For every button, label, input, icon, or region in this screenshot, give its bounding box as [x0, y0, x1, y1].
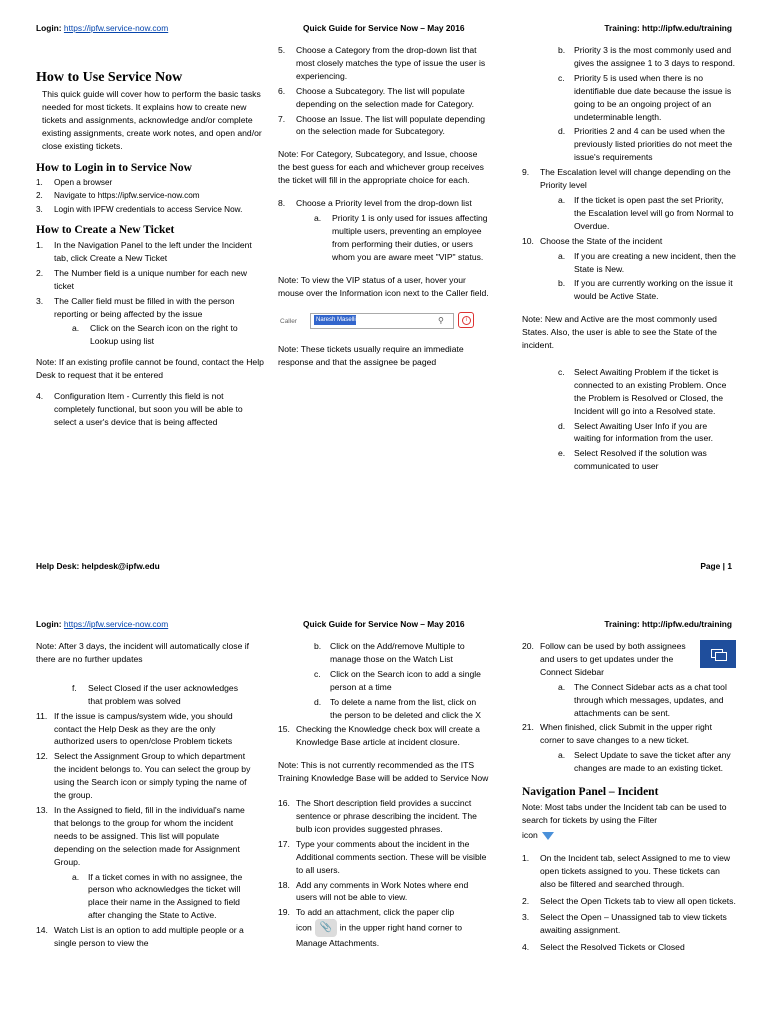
p2-column-1: [36, 640, 254, 952]
header-training: Training: http://ipfw.edu/training: [604, 619, 732, 629]
state-substep: f. Select Closed if the user acknowledges that problem was solved: [72, 682, 238, 706]
create-step: 4. Configuration Item - Currently this field is not completely functional, but soon you will be able to select a user's device that is being affected: [36, 391, 243, 427]
follow-substep: a. The Connect Sidebar acts as a chat tool through which messages, updates, and attachments can be sent.: [558, 681, 727, 718]
header-title: Quick Guide for Service Now – May 2016: [303, 619, 465, 629]
create-heading: How to Create a New Ticket: [36, 224, 175, 237]
login-step: 3. Login with IPFW credentials to access Service Now.: [36, 204, 243, 214]
note: Note: If an existing profile cannot be found, contact the Help Desk to request that it be entered: [36, 357, 264, 381]
create-step: 1. In the Navigation Panel to the left under the Incident tab, click Create a New Ticket: [36, 240, 252, 263]
create-step: 19. To add an attachment, click the paper clip icon 📎 in the upper right hand corner to Manage Attachments.: [278, 907, 463, 949]
note: Note: For Category, Subcategory, and Issue, choose the best guess for each and whichever group receives the ticket will fill in the appropriate choice for each.: [278, 149, 484, 186]
create-step: 18. Add any comments in Work Notes where end users will not be able to view.: [278, 879, 469, 903]
create-step: 3. The Caller field must be filled in with the person reporting or being affected by the issue: [36, 295, 235, 319]
header-login: Login: https://ipfw.service-now.com: [36, 23, 169, 33]
create-step: 7. Choose an Issue. The list will populate depending on the selection made for Subcategory.: [278, 113, 486, 137]
login-link[interactable]: https://ipfw.service-now.com: [63, 619, 169, 629]
connect-sidebar-icon[interactable]: [700, 640, 736, 668]
nav-step: 3. Select the Open – Unassigned tab to view tickets awaiting assignment.: [522, 912, 727, 936]
create-step: 2. The Number field is a unique number for each new ticket: [36, 267, 247, 291]
create-step: 9. The Escalation level will change depending on the Priority level: [522, 167, 731, 191]
create-step: 20. Follow can be used by both assignees and users to get updates under the Connect Sidebar: [522, 641, 686, 677]
watchlist-substep: d. To delete a name from the list, click on the person to be deleted and click the X: [314, 696, 481, 720]
login-heading: How to Login in to Service Now: [36, 161, 192, 174]
state-substep: d. Select Awaiting User Info if you are waiting for information from the user.: [558, 420, 713, 444]
submit-substep: a. Select Update to save the ticket after any changes are made to an existing ticket.: [558, 750, 731, 774]
priority-substep: c. Priority 5 is used when there is no identifiable due date because the issue is going to be an ongoing project of an undeterminable length.: [558, 72, 732, 122]
login-link[interactable]: https://ipfw.service-now.com: [63, 23, 169, 33]
nav-heading: Navigation Panel – Incident: [522, 786, 659, 799]
paper-clip-icon[interactable]: 📎: [315, 919, 337, 937]
create-step: 15. Checking the Knowledge check box will create a Knowledge Base article at incident closure.: [278, 724, 480, 748]
nav-step: 2. Select the Open Tickets tab to view all open tickets.: [522, 895, 736, 906]
create-step: 16. The Short description field provides a succinct sentence or phrase describing the incident. The bulb icon provides suggested phrases.: [278, 798, 477, 834]
create-step: 12. Select the Assignment Group to which department the incident belongs to. You can select the group by using the Search icon or simply typing the name of the group.: [36, 751, 251, 801]
caller-field-screenshot: [278, 311, 490, 333]
note: Note: New and Active are the most commonly used States. Also, the user is able to see the State of the incident.: [522, 314, 717, 351]
filter-icon[interactable]: [542, 832, 554, 840]
create-step: 11. If the issue is campus/system wide, you should contact the Help Desk as they are the only authorized users to open/close Problem tickets: [36, 710, 233, 747]
watchlist-substep: b. Click on the Add/remove Multiple to manage those on the Watch List: [314, 641, 465, 664]
watchlist-substep: c. Click on the Search icon to add a single person at a time: [314, 668, 481, 692]
create-substep: a. Click on the Search icon on the right to Lookup using list: [72, 323, 238, 347]
p1-column-1: [36, 44, 264, 431]
create-step: 13. In the Assigned to field, fill in the individual's name that belongs to the group for whom the incident needs to be assigned. This list will populate depending on the selection made for Assignment Group.: [36, 804, 245, 867]
login-step: 1. Open a browser: [36, 177, 113, 187]
information-icon[interactable]: i: [458, 312, 474, 328]
escalation-substep: a. If the ticket is open past the set Priority, the Escalation level will go from Normal to Overdue.: [558, 194, 734, 231]
create-step: 5. Choose a Category from the drop-down list that most closely matches the type of issue the user is experiencing.: [278, 45, 486, 81]
state-substep: b. If you are currently working on the issue it would be Active State.: [558, 278, 733, 302]
note: Note: These tickets usually require an immediate response and that the assignee be paged: [278, 344, 464, 368]
footer-helpdesk: Help Desk: helpdesk@ipfw.edu: [36, 561, 160, 571]
p1-column-3: [522, 44, 736, 475]
create-substep: a. Priority 1 is only used for issues affecting multiple users, preventing an employee from performing their duties, or users whom you are aware meet "VIP" status.: [314, 212, 488, 262]
follow-step-wrap: [522, 640, 736, 679]
state-substep: e. Select Resolved if the solution was communicated to user: [558, 448, 707, 472]
priority-substep: b. Priority 3 is the most commonly used and gives the assignee 1 to 3 days to respond.: [558, 45, 735, 68]
state-substep: c. Select Awaiting Problem if the ticket is connected to an existing Problem. Once the Problem is Resolved or Closed, the Incident will go into a Resolved state.: [558, 366, 727, 416]
create-step: 10. Choose the State of the incident: [522, 235, 663, 246]
caller-label: Caller: [280, 318, 297, 326]
login-step: 2. Navigate to https://ipfw.service-now.com: [36, 191, 200, 201]
header-title: Quick Guide for Service Now – May 2016: [303, 23, 465, 33]
filter-icon-line: icon: [522, 829, 736, 842]
assign-substep: a. If a ticket comes in with no assignee, the person who acknowledges the ticket will place their name in the Assigned to field after changing the State to Active.: [72, 871, 243, 921]
note: Note: Most tabs under the Incident tab can be used to search for tickets by using the Filter: [522, 802, 727, 825]
create-step: 6. Choose a Subcategory. The list will populate depending on the selection made for Category.: [278, 85, 475, 109]
create-step: 8. Choose a Priority level from the drop-down list: [278, 198, 472, 209]
note: Note: To view the VIP status of a user, hover your mouse over the Information icon next to the Caller field.: [278, 274, 489, 298]
p1-column-2: [278, 44, 490, 375]
nav-step: 1. On the Incident tab, select Assigned to me to view open tickets assigned to you. These tickets can also be filtered and searched through.: [522, 852, 731, 889]
header-login: Login: https://ipfw.service-now.com: [36, 619, 169, 629]
p2-column-2: [278, 640, 490, 952]
state-substep: a. If you are creating a new incident, then the State is New.: [558, 250, 736, 274]
note: Note: This is not currently recommended as the ITS Training Knowledge Base will be added to Service Now: [278, 760, 489, 784]
create-step: 21. When finished, click Submit in the upper right corner to save changes to a new ticket.: [522, 722, 712, 746]
caller-value: Naresh Maselli: [316, 317, 356, 324]
search-icon[interactable]: ⚲: [438, 316, 444, 326]
doc-title: How to Use Service Now: [36, 70, 183, 85]
priority-substep: d. Priorities 2 and 4 can be used when the previously listed priorities do not meet the issue's requirements: [558, 126, 733, 163]
note: Note: After 3 days, the incident will automatically close if there are no further updates: [36, 641, 250, 664]
header-training: Training: http://ipfw.edu/training: [604, 23, 732, 33]
intro-text: This quick guide will cover how to perform the basic tasks needed for most tickets. It explains how to create new tickets and assignments, acknowledge and/or complete existing assignments, create work notes, and open and/or close existing tickets.: [42, 89, 262, 151]
nav-step: 4. Select the Resolved Tickets or Closed: [522, 942, 685, 953]
create-step: 14. Watch List is an option to add multiple people or a single person to view the: [36, 925, 244, 949]
page-2: [0, 512, 768, 1024]
footer-page: Page | 1: [700, 561, 732, 571]
p2-column-3: [522, 640, 736, 956]
create-step: 17. Type your comments about the incident in the Additional comments section. These will be visible to all users.: [278, 838, 487, 875]
